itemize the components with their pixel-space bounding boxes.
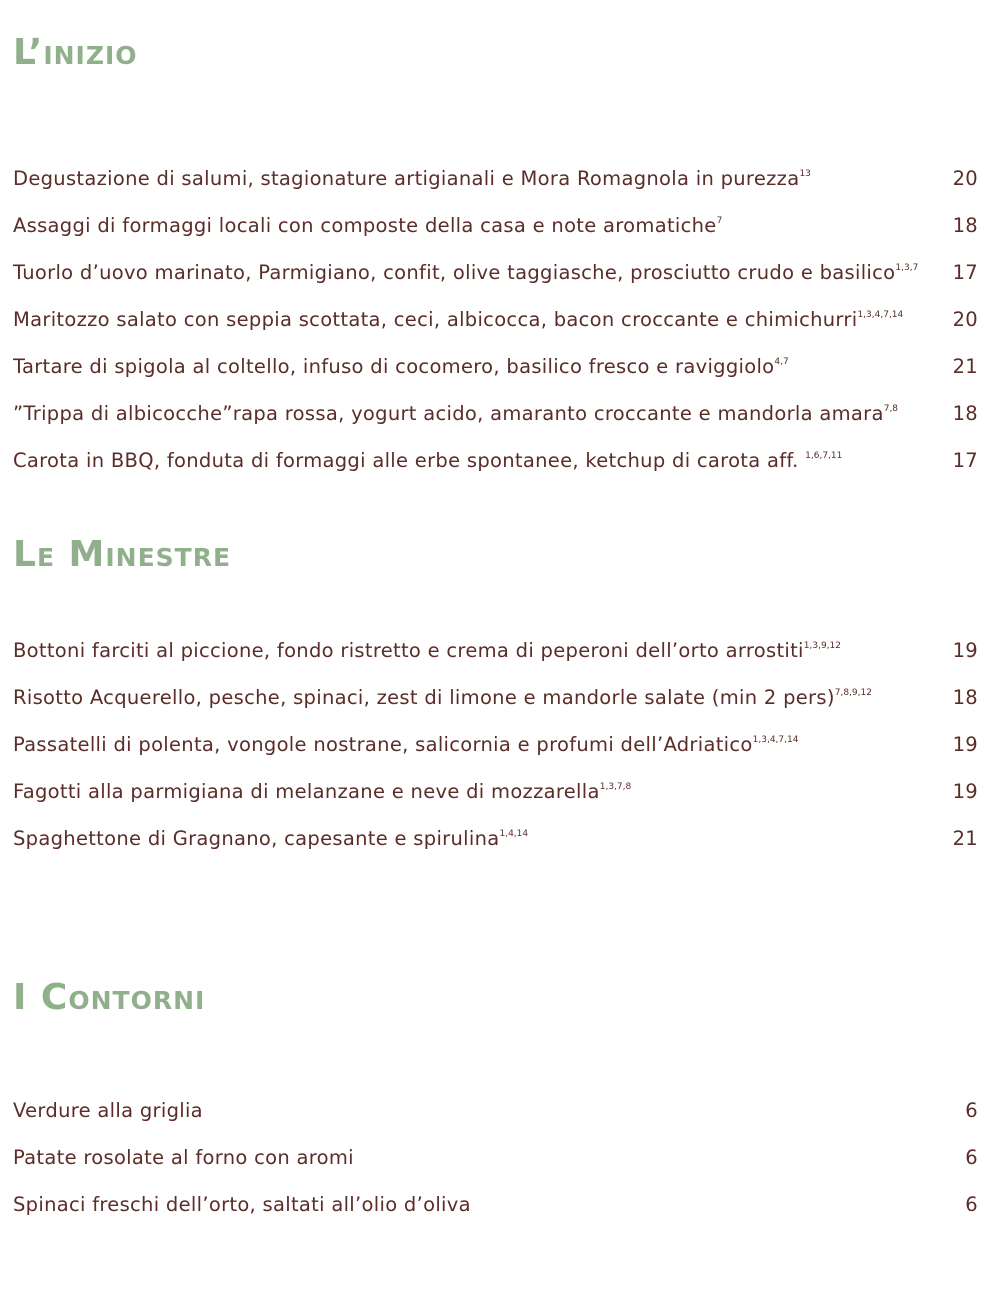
item-name: Tuorlo d’uovo marinato, Parmigiano, confit, olive taggiasche, prosciutto crudo e basilico$^{1,3,7}$ (13, 260, 919, 284)
item-price: 6 (965, 1145, 978, 1169)
allergen-codes: 7,8,9,12 (834, 687, 872, 698)
menu-item (13, 1143, 978, 1171)
menu-item (13, 211, 978, 239)
item-name: Spaghettone di Gragnano, capesante e spirulina$^{1,4,14}$ (13, 826, 529, 850)
item-name: Passatelli di polenta, vongole nostrane, salicornia e profumi dell’Adriatico$^{1,3,4,7,14}$ (13, 732, 799, 756)
menu-item (13, 683, 978, 711)
menu-item (13, 164, 978, 192)
allergen-codes: 1,4,14 (499, 828, 529, 839)
allergen-codes: 1,6,7,11 (805, 450, 843, 461)
item-name: Carota in BBQ, fonduta di formaggi alle erbe spontanee, ketchup di carota aff. $^{1,6,7,11}$ (13, 448, 843, 472)
menu-item (13, 824, 978, 852)
item-name: Fagotti alla parmigiana di melanzane e neve di mozzarella$^{1,3,7,8}$ (13, 779, 632, 803)
item-name: Maritozzo salato con seppia scottata, ceci, albicocca, bacon croccante e chimichurri$^{1,3,4,7,14}$ (13, 307, 904, 331)
item-name: Patate rosolate al forno con aromi (13, 1145, 354, 1169)
item-price: 19 (952, 732, 978, 756)
item-name: Tartare di spigola al coltello, infuso di cocomero, basilico fresco e raviggiolo$^{4,7}$ (13, 354, 789, 378)
item-price: 17 (952, 448, 978, 472)
allergen-codes: 1,3,4,7,14 (857, 309, 904, 320)
item-price: 19 (952, 638, 978, 662)
item-price: 19 (952, 779, 978, 803)
menu-item (13, 305, 978, 333)
item-name: Risotto Acquerello, pesche, spinaci, zest di limone e mandorle salate (min 2 pers)$^{7,8,9,12}$ (13, 685, 872, 709)
allergen-codes: 1,3,7 (895, 262, 919, 273)
menu-item (13, 777, 978, 805)
allergen-codes: 1,3,4,7,14 (752, 734, 799, 745)
menu-item (13, 399, 978, 427)
allergen-codes: 4,7 (774, 356, 789, 367)
item-name: Assaggi di formaggi locali con composte della casa e note aromatiche$^7$ (13, 213, 723, 237)
item-price: 20 (952, 307, 978, 331)
item-price: 18 (952, 213, 978, 237)
item-name: Degustazione di salumi, stagionature artigianali e Mora Romagnola in purezza$^{13}$ (13, 166, 811, 190)
item-price: 21 (952, 826, 978, 850)
allergen-codes: 1,3,9,12 (803, 640, 841, 651)
menu-item (13, 446, 978, 474)
menu-item (13, 636, 978, 664)
item-price: 17 (952, 260, 978, 284)
menu-item (13, 258, 978, 286)
section-title-inizio: L’inizio (13, 32, 138, 73)
item-name: Verdure alla griglia (13, 1098, 203, 1122)
item-price: 18 (952, 401, 978, 425)
menu-item (13, 1190, 978, 1218)
allergen-codes: 1,3,7,8 (599, 781, 632, 792)
allergen-codes: 7 (716, 215, 723, 226)
item-price: 6 (965, 1192, 978, 1216)
menu-item (13, 352, 978, 380)
allergen-codes: 7,8 (883, 403, 899, 414)
item-name: Bottoni farciti al piccione, fondo ristretto e crema di peperoni dell’orto arrostiti$^{1,3,9,12}$ (13, 638, 841, 662)
item-price: 18 (952, 685, 978, 709)
item-price: 6 (965, 1098, 978, 1122)
allergen-codes: 13 (799, 168, 811, 179)
item-price: 21 (952, 354, 978, 378)
section-title-contorni: I Contorni (13, 977, 206, 1018)
menu-item (13, 1096, 978, 1124)
item-name: Spinaci freschi dell’orto, saltati all’olio d’oliva (13, 1192, 471, 1216)
menu-item (13, 730, 978, 758)
section-title-minestre: Le Minestre (13, 534, 232, 575)
item-price: 20 (952, 166, 978, 190)
item-name: ”Trippa di albicocche”rapa rossa, yogurt acido, amaranto croccante e mandorla amara$^{7,8}$ (13, 401, 899, 425)
